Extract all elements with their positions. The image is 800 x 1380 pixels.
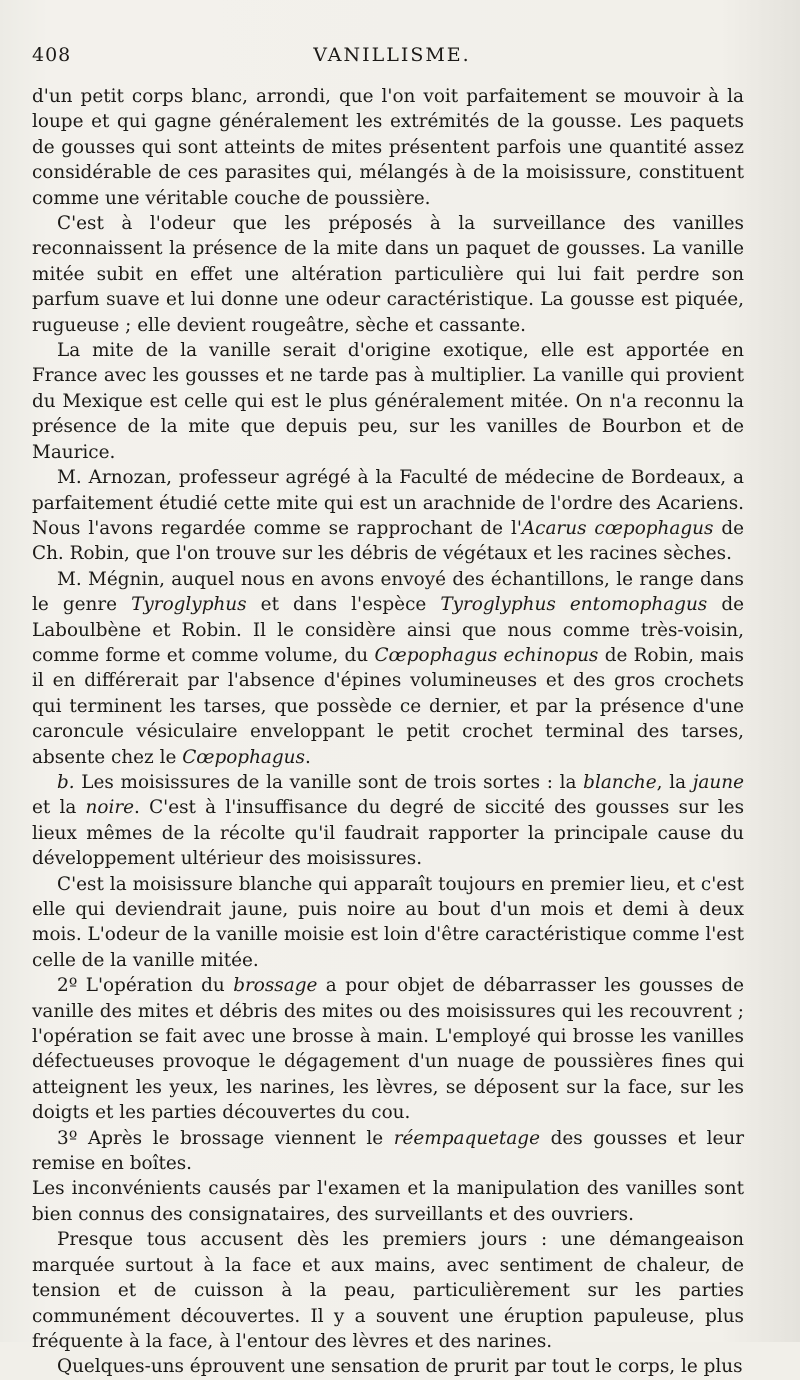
text-run: C'est à l'odeur que les préposés à la surveillance des vanilles reconnaissent la présence de la mite dans un paquet de gousses. La vanille mitée subit en effet une altération particulière qui lui fait perdre son parfum suave et lui donne une odeur caractéristique. La gousse est piquée, rugueuse ; elle devient rougeâtre, sèche et cassante. <box>32 213 744 336</box>
text-run: , la <box>656 771 693 793</box>
paragraph <box>32 1227 744 1354</box>
text-run: La mite de la vanille serait d'origine exotique, elle est apportée en France avec les gousses et ne tarde pas à multiplier. La vanille qui provient du Mexique est celle qui est le plus généralement mitée. On n'a reconnu la présence de la mite que depuis peu, sur les vanilles de Bourbon et de Maurice. <box>32 340 744 463</box>
paragraph <box>32 1126 744 1177</box>
paragraph <box>32 211 744 338</box>
paragraph <box>32 338 744 465</box>
page-header <box>32 44 752 74</box>
paragraph <box>32 1354 744 1379</box>
text-run: C'est la moisissure blanche qui apparaît toujours en premier lieu, et c'est elle qui deviendrait jaune, puis noire au bout d'un mois et demi à deux mois. L'odeur de la vanille moisie est loin d'être caractéristique comme l'est celle de la vanille mitée. <box>32 873 744 971</box>
italic-term: Tyroglyphus entomophagus <box>440 594 708 616</box>
text-run: Les inconvénients causés par l'examen et la manipulation des vanilles sont bien connus des consignataires, des surveillants et des ouvriers. <box>32 1178 744 1225</box>
paragraph <box>32 770 744 872</box>
paragraph <box>32 1176 744 1227</box>
italic-term: Tyroglyphus <box>131 594 247 616</box>
paragraph <box>32 973 744 1125</box>
italic-term: noire <box>85 797 135 819</box>
text-run: et la <box>32 797 86 819</box>
paragraph <box>32 465 744 567</box>
text-run: M. Arnozan, professeur agrégé à la Faculté de médecine de Bordeaux, a parfaitement étudié cette mite qui est un arachnide de l'ordre des Acariens. Nous l'avons regardée comme se rapprochant de l' <box>32 467 744 539</box>
text-run: et dans l'espèce <box>246 594 441 616</box>
italic-term: Cœpophagus <box>182 746 305 768</box>
paragraph <box>32 872 744 974</box>
paragraph <box>32 84 744 211</box>
italic-term: blanche <box>583 771 657 793</box>
text-run: Quelques-uns éprouvent une sensation de prurit par tout le corps, le plus <box>57 1356 743 1378</box>
italic-term: jaune <box>692 771 744 793</box>
text-run: . <box>304 746 311 768</box>
italic-term: brossage <box>233 975 318 997</box>
text-run: Les moisissures de la vanille sont de trois sortes : la <box>74 771 584 793</box>
text-run: de Laboulbène et Robin. Il le considère ainsi que nous comme très-voisin, comme forme et comme volume, du <box>32 594 744 666</box>
text-run: de Robin, mais il en différerait par l'absence d'épines volumineuses et des gros crochets qui terminent les tarses, que possède ce dernier, et par la présence d'une caroncule vésiculaire enveloppant le petit crochet terminal des tarses, absente chez le <box>32 644 744 768</box>
italic-term: réempaquetage <box>393 1127 540 1149</box>
body-text <box>32 84 744 1380</box>
running-head: VANILLISME. <box>313 44 471 66</box>
page-number: 408 <box>32 44 72 66</box>
text-run: 2º L'opération du <box>57 975 234 997</box>
italic-term: b. <box>57 771 75 793</box>
text-run: des gousses et leur remise en boîtes. <box>32 1127 745 1175</box>
text-run: Presque tous accusent dès les premiers jours : une démangeaison marquée surtout à la face et aux mains, avec sentiment de chaleur, de tension et de cuisson à la peau, particulièrement sur les parties communément découvertes. Il y a souvent une éruption papuleuse, plus fréquente à la face, à l'entour des lèvres et des narines. <box>32 1229 744 1352</box>
text-run: . C'est à l'insuffisance du degré de siccité des gousses sur les lieux mêmes de la récolte qu'il faudrait rapporter la principale cause du développement ultérieur des moisissures. <box>32 797 745 870</box>
italic-term: Acarus cœpophagus <box>521 517 714 539</box>
italic-term: Cœpophagus echinopus <box>374 644 599 666</box>
text-run: 3º Après le brossage viennent le <box>57 1127 394 1149</box>
text-run: M. Mégnin, auquel nous en avons envoyé des échantillons, le range dans le genre <box>32 568 744 616</box>
text-run: d'un petit corps blanc, arrondi, que l'on voit parfaitement se mouvoir à la loupe et qui gagne généralement les extrémités de la gousse. Les paquets de gousses qui sont atteints de mites présentent parfois une quantité assez considérable de ces parasites qui, mélangés à de la moisissure, constituent comme une véritable couche de poussière. <box>32 86 744 209</box>
text-run: a pour objet de débarrasser les gousses de vanille des mites et débris des mites ou des moisissures qui les recouvrent ; l'opération se fait avec une brosse à main. L'employé qui brosse les vanilles défectueuses provoque le dégagement d'un nuage de poussières fines qui atteignent les yeux, les narines, les lèvres, se déposent sur la face, sur les doigts et les parties découvertes du cou. <box>32 975 744 1124</box>
paragraph <box>32 567 744 770</box>
text-run: de Ch. Robin, que l'on trouve sur les débris de végétaux et les racines sèches. <box>32 517 744 565</box>
